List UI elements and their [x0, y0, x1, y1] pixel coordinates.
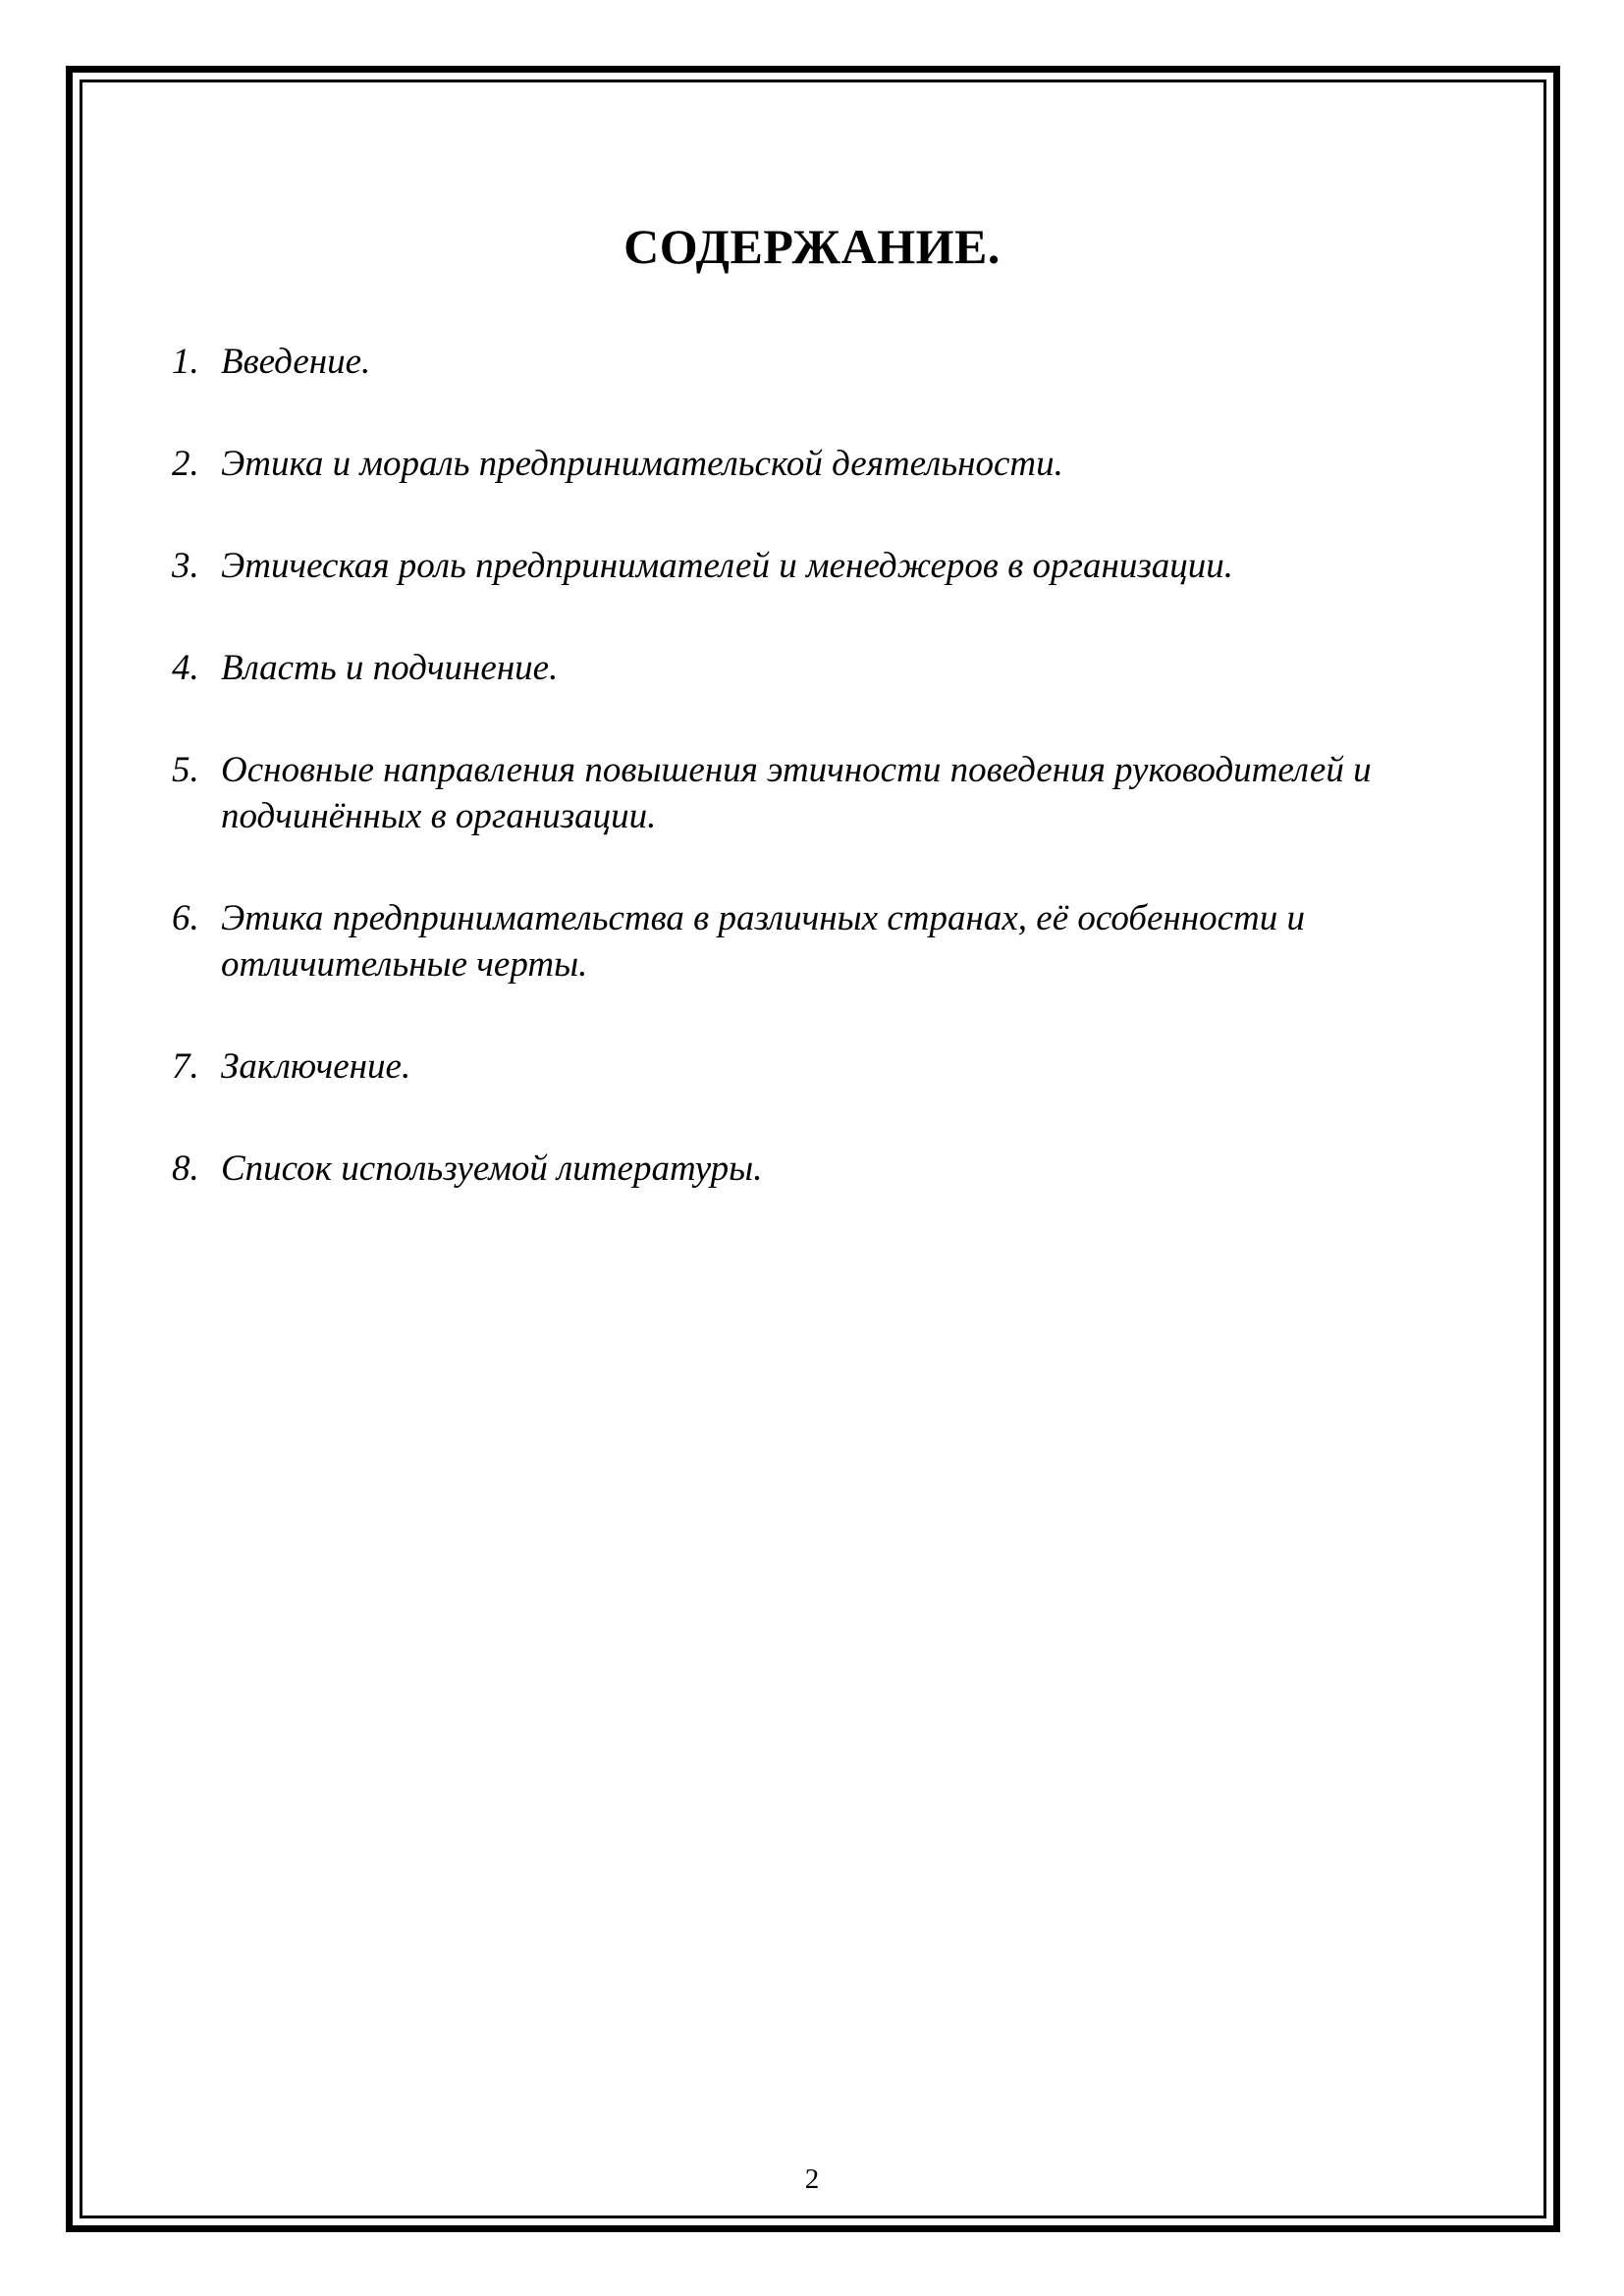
toc-item-text: Этическая роль предпринимателей и менеджеров в организации.	[221, 546, 1234, 586]
toc-item-text: Власть и подчинение.	[221, 648, 559, 688]
toc-item-text: Заключение.	[221, 1046, 411, 1087]
document-title: СОДЕРЖАНИЕ.	[623, 219, 1001, 274]
toc-item-number: 4.	[172, 648, 199, 688]
toc-item	[172, 339, 1527, 385]
toc-item	[172, 1043, 1527, 1090]
page-number: 2	[804, 2163, 820, 2195]
toc-item-text: Этика предпринимательства в различных странах, её особенности и отличительные черты.	[221, 898, 1306, 985]
toc-item-text: Основные направления повышения этичности поведения руководителей и подчинённых в организации.	[221, 750, 1372, 836]
toc-item-number: 3.	[172, 546, 199, 586]
toc-item-number: 6.	[172, 898, 199, 938]
toc-item	[172, 645, 1527, 691]
toc-item	[172, 747, 1527, 839]
toc-item	[172, 1146, 1527, 1192]
toc-item-number: 2.	[172, 444, 199, 484]
toc-item-number: 5.	[172, 750, 199, 790]
toc-item-number: 7.	[172, 1046, 199, 1087]
toc-item	[172, 441, 1527, 487]
table-of-contents	[172, 339, 1527, 1248]
toc-item-text: Этика и мораль предпринимательской деятельности.	[221, 444, 1063, 484]
toc-item	[172, 895, 1527, 988]
toc-item-text: Список используемой литературы.	[221, 1148, 763, 1189]
toc-item	[172, 543, 1527, 589]
toc-item-text: Введение.	[221, 342, 371, 382]
toc-item-number: 8.	[172, 1148, 199, 1189]
toc-item-number: 1.	[172, 342, 199, 382]
